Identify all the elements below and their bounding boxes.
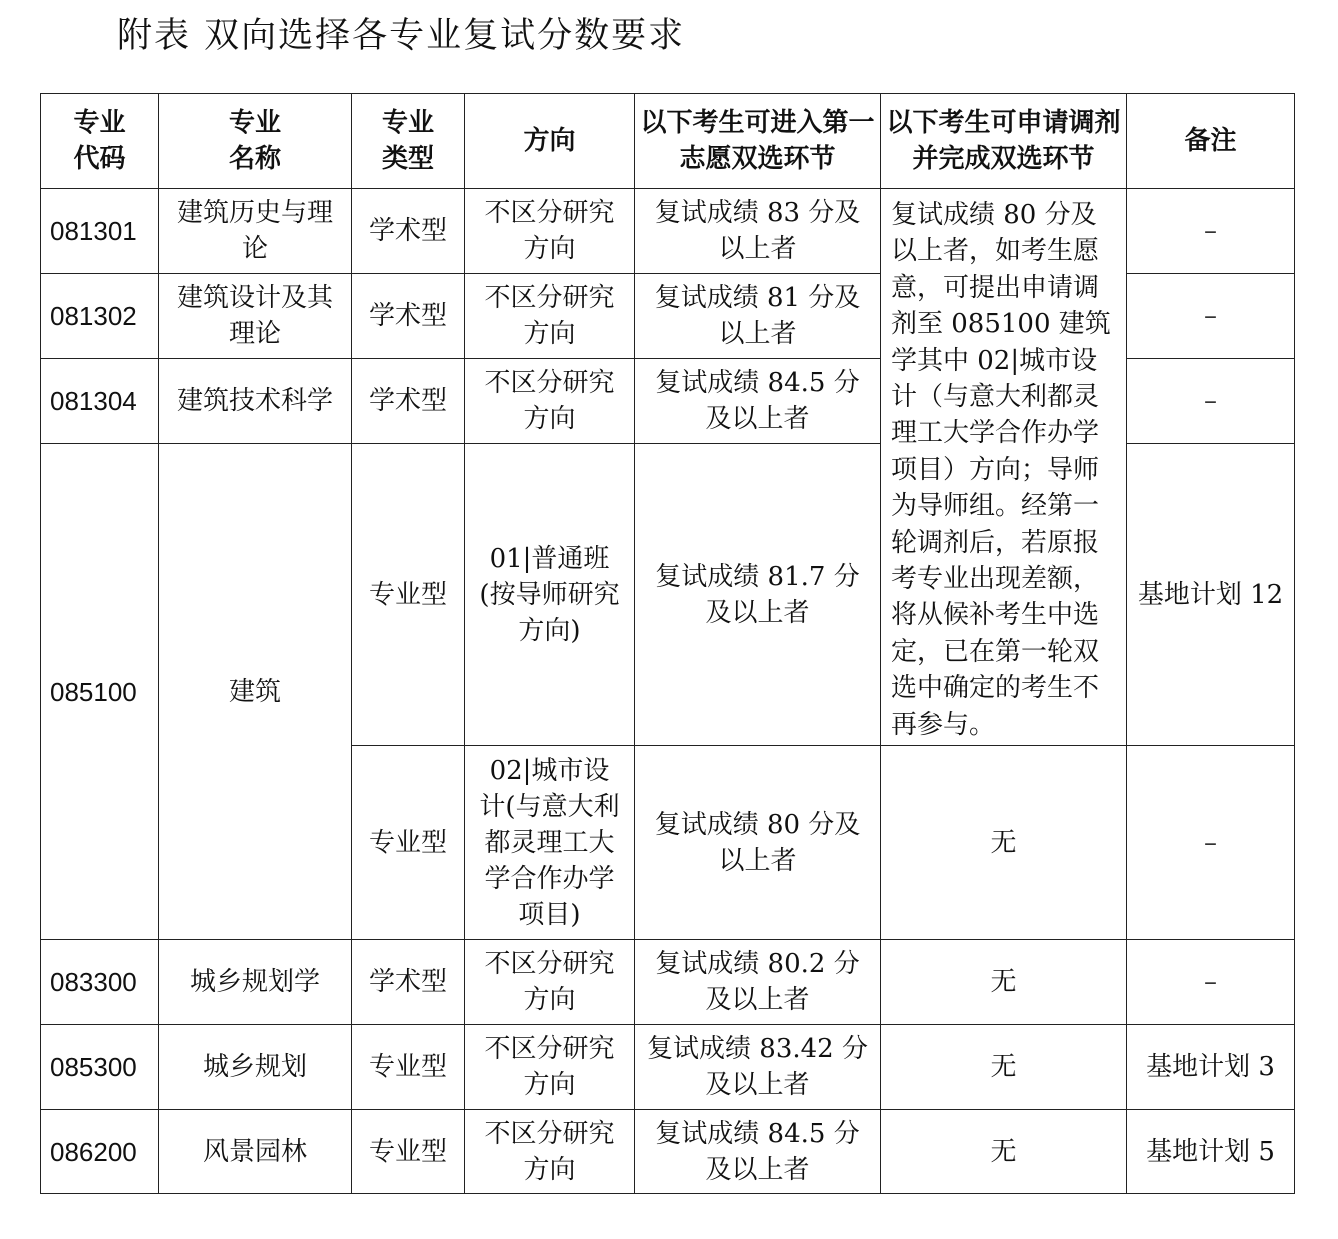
- row-first-choice: 复试成绩 83.42 分及以上者: [635, 1025, 881, 1110]
- row-direction: 不区分研究方向: [465, 940, 635, 1025]
- row-note: 基地计划 5: [1127, 1110, 1295, 1194]
- row-type: 学术型: [352, 359, 465, 444]
- row-code: 086200: [41, 1110, 159, 1194]
- header-adjust: 以下考生可申请调剂并完成双选环节: [881, 94, 1127, 189]
- row-adjust: 无: [881, 940, 1127, 1025]
- header-direction: 方向: [465, 94, 635, 189]
- row-code: 081304: [41, 359, 159, 444]
- row-note: 基地计划 3: [1127, 1025, 1295, 1110]
- row-direction: 不区分研究方向: [465, 189, 635, 274]
- shared-adjust-note: 复试成绩 80 分及以上者，如考生愿意，可提出申请调剂至 085100 建筑学其中 02|城市设计（与意大利都灵理工大学合作办学项目）方向；导师为导师组。经第一轮调剂后，若原报考专业出现差额，将从候补考生中选定，已在第一轮双选中确定的考生不再参与。: [881, 189, 1127, 746]
- row-note: –: [1127, 189, 1295, 274]
- row-first-choice: 复试成绩 80 分及以上者: [635, 746, 881, 940]
- header-first-choice: 以下考生可进入第一志愿双选环节: [635, 94, 881, 189]
- row-type: 专业型: [352, 746, 465, 940]
- row-direction: 不区分研究方向: [465, 359, 635, 444]
- header-note: 备注: [1127, 94, 1295, 189]
- row-direction: 02|城市设计(与意大利都灵理工大学合作办学项目): [465, 746, 635, 940]
- row-first-choice: 复试成绩 84.5 分及以上者: [635, 1110, 881, 1194]
- row-direction: 不区分研究方向: [465, 1025, 635, 1110]
- row-type: 专业型: [352, 1025, 465, 1110]
- row-adjust: 无: [881, 746, 1127, 940]
- row-type: 专业型: [352, 444, 465, 746]
- row-name: 城乡规划: [159, 1025, 352, 1110]
- header-type: 专业类型: [352, 94, 465, 189]
- row-code: 085100: [41, 444, 159, 940]
- row-code: 085300: [41, 1025, 159, 1110]
- table-row: [41, 189, 1295, 274]
- row-name: 建筑: [159, 444, 352, 940]
- row-first-choice: 复试成绩 81 分及以上者: [635, 274, 881, 359]
- header-row: [41, 94, 1295, 189]
- row-name: 建筑技术科学: [159, 359, 352, 444]
- row-note: 基地计划 12: [1127, 444, 1295, 746]
- row-note: –: [1127, 359, 1295, 444]
- row-first-choice: 复试成绩 80.2 分及以上者: [635, 940, 881, 1025]
- header-name: 专业名称: [159, 94, 352, 189]
- row-code: 081301: [41, 189, 159, 274]
- row-type: 学术型: [352, 274, 465, 359]
- table-row: [41, 1025, 1295, 1110]
- row-name: 风景园林: [159, 1110, 352, 1194]
- row-note: –: [1127, 940, 1295, 1025]
- page-title: 附表 双向选择各专业复试分数要求: [117, 16, 686, 56]
- row-type: 学术型: [352, 940, 465, 1025]
- row-direction: 不区分研究方向: [465, 1110, 635, 1194]
- row-note: –: [1127, 746, 1295, 940]
- table-row: [41, 940, 1295, 1025]
- row-type: 专业型: [352, 1110, 465, 1194]
- row-adjust: 无: [881, 1110, 1127, 1194]
- row-name: 建筑历史与理论: [159, 189, 352, 274]
- row-code: 083300: [41, 940, 159, 1025]
- header-code: 专业代码: [41, 94, 159, 189]
- row-code: 081302: [41, 274, 159, 359]
- row-first-choice: 复试成绩 81.7 分及以上者: [635, 444, 881, 746]
- row-note: –: [1127, 274, 1295, 359]
- row-direction: 不区分研究方向: [465, 274, 635, 359]
- row-type: 学术型: [352, 189, 465, 274]
- row-first-choice: 复试成绩 84.5 分及以上者: [635, 359, 881, 444]
- table-row: [41, 1110, 1295, 1194]
- row-name: 建筑设计及其理论: [159, 274, 352, 359]
- row-adjust: 无: [881, 1025, 1127, 1110]
- score-requirements-table: [40, 93, 1295, 1194]
- row-name: 城乡规划学: [159, 940, 352, 1025]
- row-direction: 01|普通班(按导师研究方向): [465, 444, 635, 746]
- row-first-choice: 复试成绩 83 分及以上者: [635, 189, 881, 274]
